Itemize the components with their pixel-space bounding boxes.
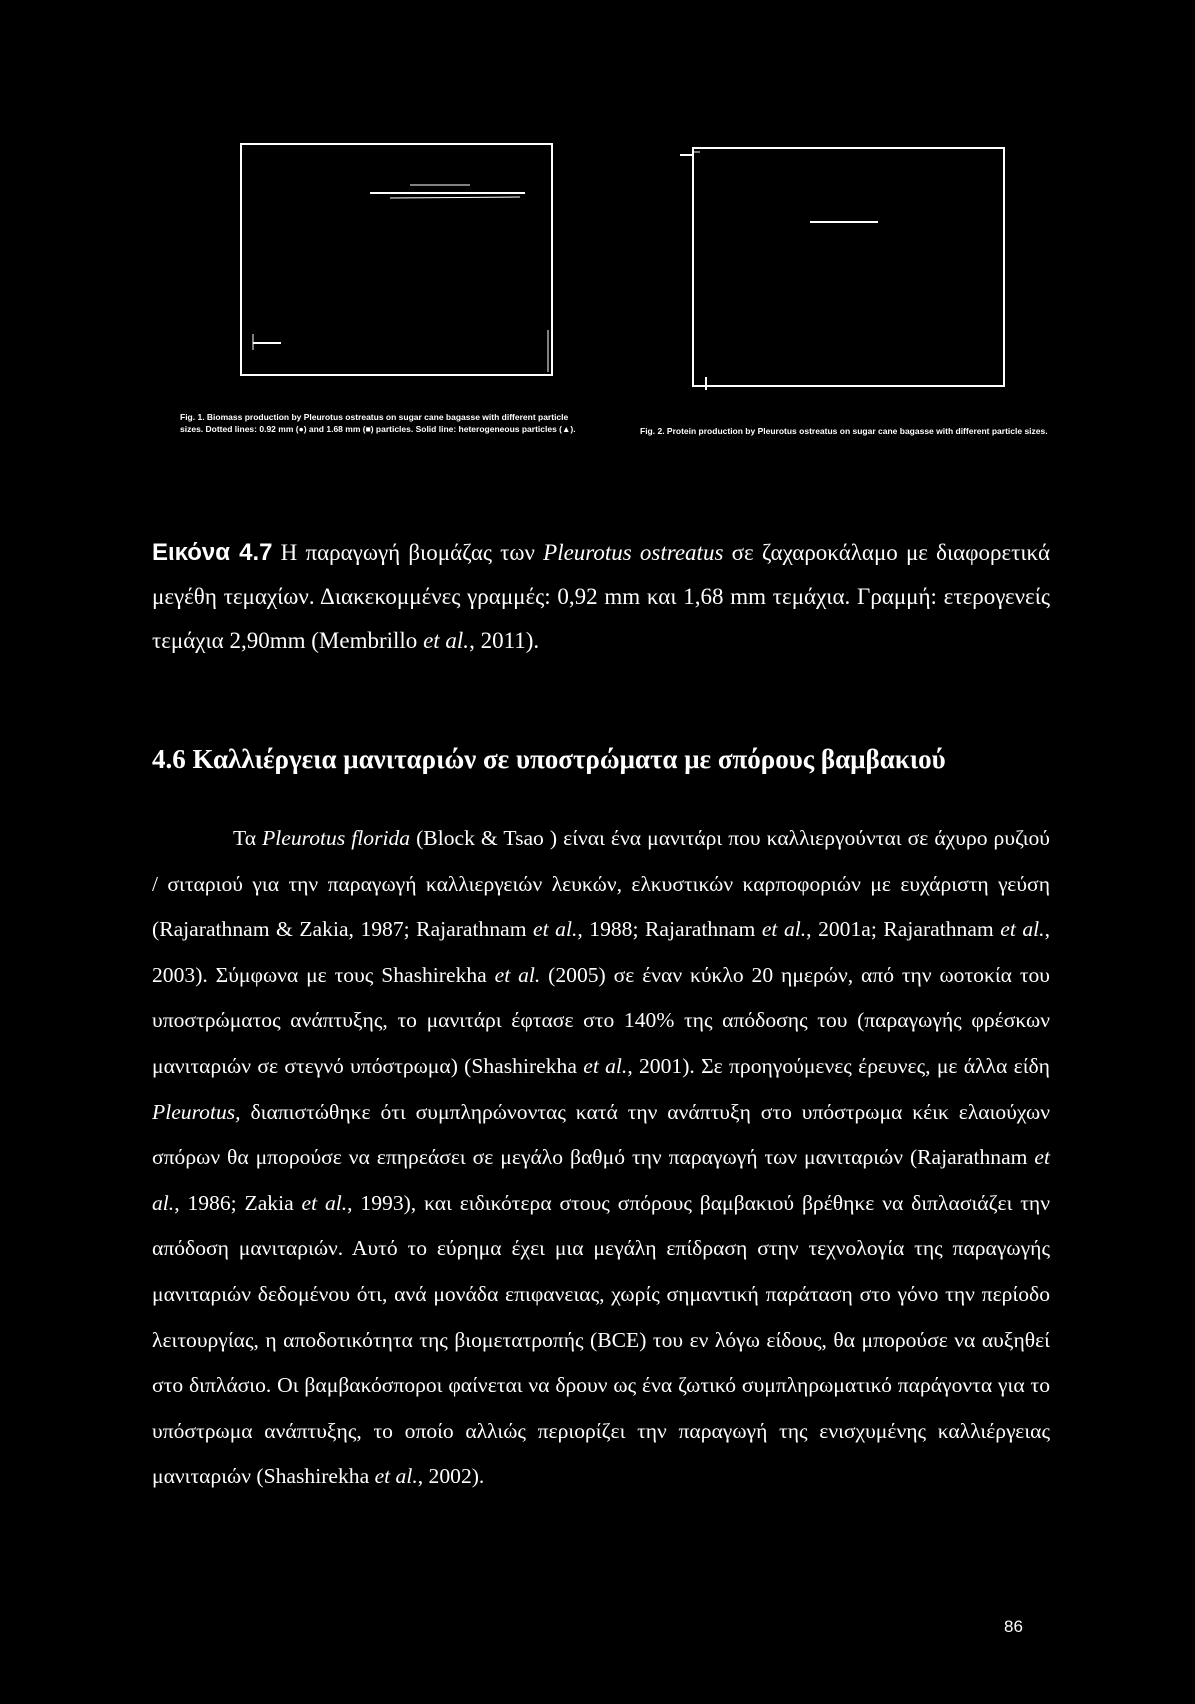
figure-label: Εικόνα 4.7: [152, 539, 273, 566]
page-number: 86: [1004, 1617, 1023, 1636]
body-paragraph: Τα Pleurotus florida (Block & Tsao ) είναι ένα μανιτάρι που καλλιεργούνται σε άχυρο ρυζιού / σιταριού για την παραγωγή καλλιεργειών λευκών, ελκυστικών καρποφοριών με ευχάριστη γεύση (Rajarathnam & Zakia, 1987; Rajarathnam et al., 1988; Rajarathnam et al., 2001a; Rajarathnam et al., 2003). Σύμφωνα με τους Shashirekha et al. (2005) σε έναν κύκλο 20 ημερών, από την ωοτοκία του υποστρώματος ανάπτυξης, το μανιτάρι έφτασε στο 140% της απόδοσης του (παραγωγής φρέσκων μανιταριών σε στεγνό υπόστρωμα) (Shashirekha et al., 2001). Σε προηγούμενες έρευνες, με άλλα είδη Pleurotus, διαπιστώθηκε ότι συμπληρώνοντας κατά την ανάπτυξη στο υπόστρωμα κέικ ελαιούχων σπόρων θα μπορούσε να επηρεάσει σε μεγάλο βαθμό την παραγωγή των μανιταριών (Rajarathnam et al., 1986; Zakia et al., 1993), και ειδικότερα στους σπόρους βαμβακιού βρέθηκε να διπλασιάζει την απόδοση μανιταριών. Αυτό το εύρημα έχει μια μεγάλη επίδραση στην τεχνολογία της παραγωγής μανιταριών δεδομένου ότι, ανά μονάδα επιφανειας, χωρίς σημαντική παράταση στο γόνο την περίοδο λειτουργίας, η αποδοτικότητα της βιομετατροπής (BCE) του εν λόγω είδους, θα μπορούσε να αυξηθεί στο διπλάσιο. Οι βαμβακόσποροι φαίνεται να δρουν ως ένα ζωτικό συμπληρωματικό παράγοντα για το υπόστρωμα ανάπτυξης, το οποίο αλλιώς περιορίζει την παραγωγή της ενισχυμένης καλλιέργειας μανιταριών (Shashirekha et al., 2002).: [152, 826, 1050, 1489]
figure-1-source-caption: Fig. 1. Biomass production by Pleurotus ostreatus on sugar cane bagasse with different particle sizes. Dotted lines: 0.92 mm (●) and 1.68 mm (■) particles. Solid line: heterogeneous particles (▲).: [180, 412, 576, 434]
figure-graphics: [0, 0, 1195, 400]
section-heading: 4.6 Καλλιέργεια μανιταριών σε υποστρώματα με σπόρους βαμβακιού: [152, 744, 946, 774]
fig1-series-line-2: [390, 197, 520, 198]
figure-caption: Εικόνα 4.7 Η παραγωγή βιομάζας των Pleurotus ostreatus σε ζαχαροκάλαμο με διαφορετικά μεγέθη τεμαχίων. Διακεκομμένες γραμμές: 0,92 mm και 1,68 mm τεμάχια. Γραμμή: ετερογενείς τεμάχια 2,90mm (Membrillo et al., 2011).: [152, 539, 1050, 653]
figure-2-source-caption: Fig. 2. Protein production by Pleurotus ostreatus on sugar cane bagasse with different particle sizes.: [640, 426, 1048, 436]
